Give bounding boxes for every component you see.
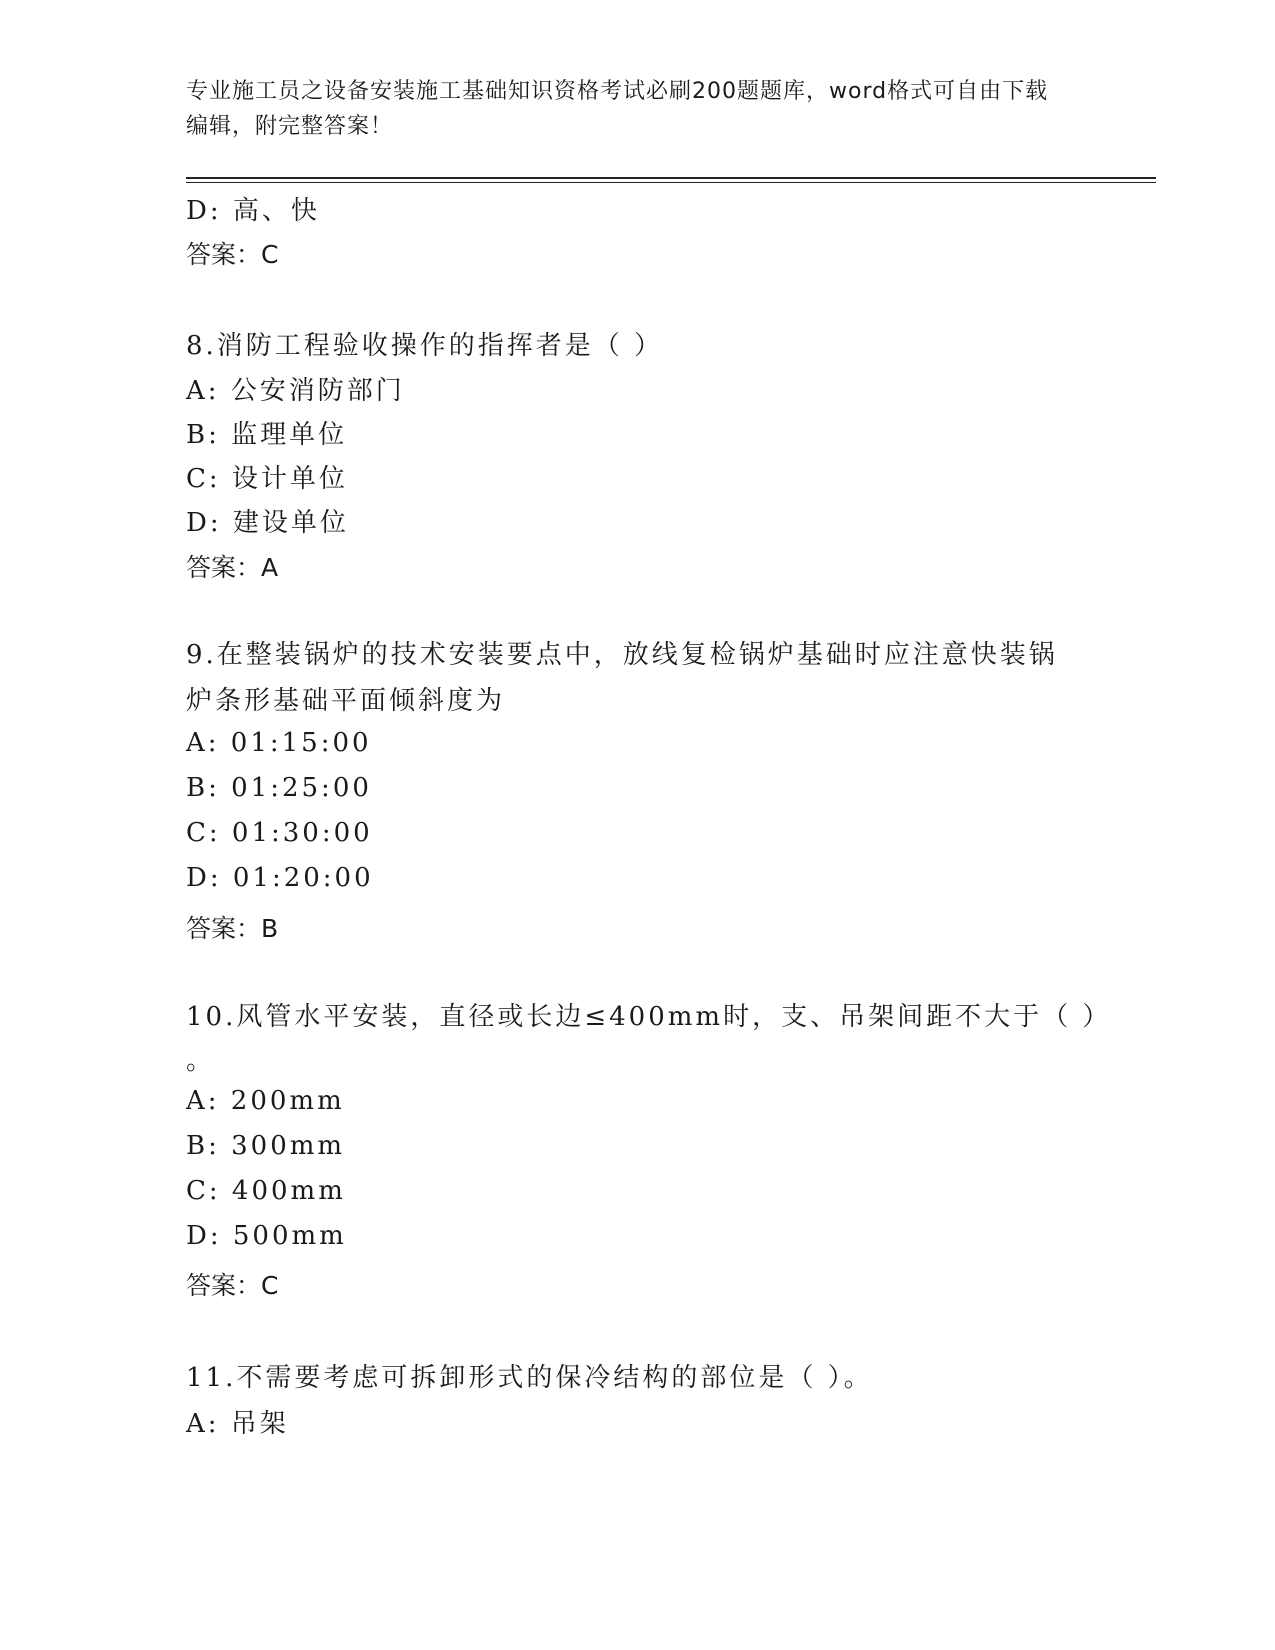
document-header: 专业施工员之设备安装施工基础知识资格考试必刷200题题库，word格式可自由下载编辑，附完整答案！ [186, 79, 1049, 139]
question-8-option-b: B: 监理单位 [186, 420, 348, 450]
question-10-option-a: A: 200mm [186, 1086, 345, 1116]
question-10-continuation: 。 [186, 1046, 216, 1076]
question-10-answer: 答案：C [186, 1271, 279, 1300]
question-10-option-d: D: 500mm [186, 1221, 347, 1251]
question-10-option-b: B: 300mm [186, 1131, 346, 1161]
question-10-option-c: C: 400mm [186, 1176, 346, 1206]
answer-line: 答案：C [186, 240, 279, 269]
question-8-option-a: A: 公安消防部门 [186, 376, 405, 406]
question-8-option-d: D: 建设单位 [186, 508, 349, 538]
option-d: D: 高、快 [186, 196, 320, 226]
question-11: 11.不需要考虑可拆卸形式的保冷结构的部位是（ ）。 [186, 1363, 873, 1393]
question-9-option-a: A: 01:15:00 [186, 728, 372, 758]
question-8: 8.消防工程验收操作的指挥者是（ ） [186, 331, 664, 361]
question-9: 9.在整装锅炉的技术安装要点中，放线复检锅炉基础时应注意快装锅炉条形基础平面倾斜度为 [186, 640, 1058, 716]
question-11-option-a: A: 吊架 [186, 1409, 289, 1439]
header-divider-thin [186, 182, 1156, 183]
header-divider-thick [186, 177, 1156, 179]
question-9-answer: 答案：B [186, 914, 279, 943]
question-9-option-d: D: 01:20:00 [186, 863, 374, 893]
question-9-option-b: B: 01:25:00 [186, 773, 372, 803]
question-8-option-c: C: 设计单位 [186, 464, 348, 494]
question-10: 10.风管水平安装，直径或长边≤400mm时，支、吊架间距不大于（ ） [186, 1002, 1112, 1032]
question-9-option-c: C: 01:30:00 [186, 818, 373, 848]
question-8-answer: 答案：A [186, 553, 279, 582]
